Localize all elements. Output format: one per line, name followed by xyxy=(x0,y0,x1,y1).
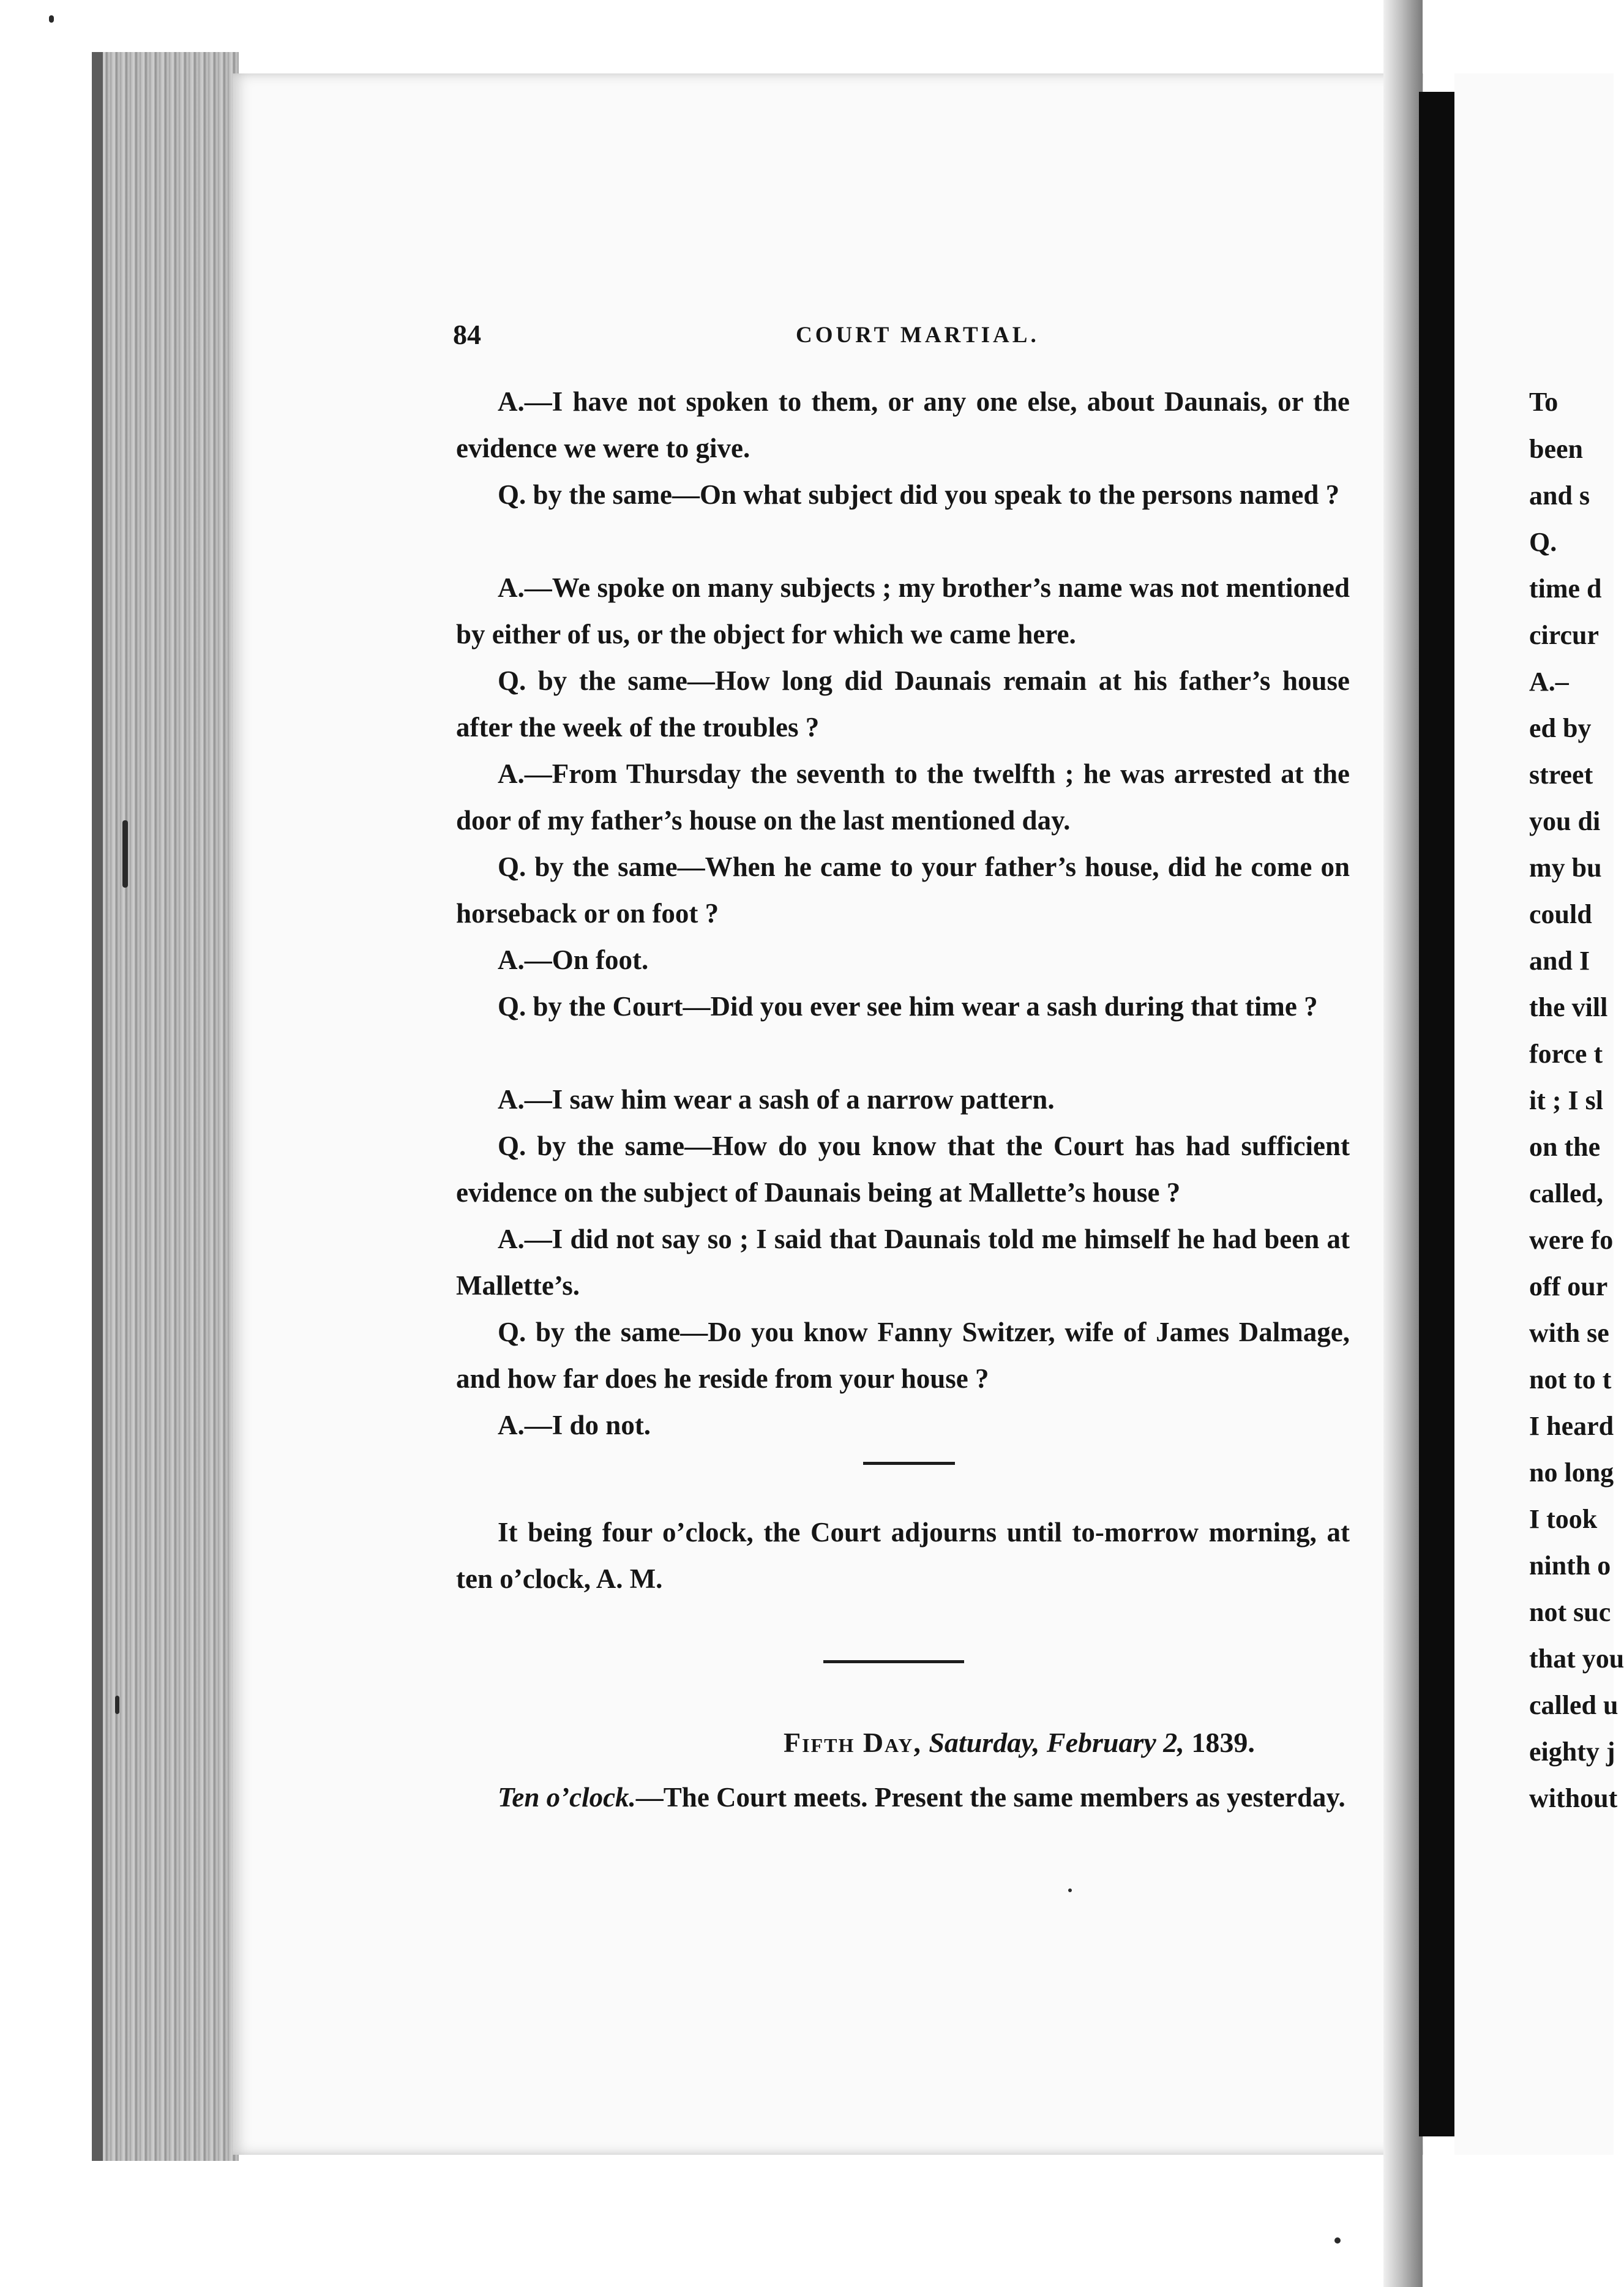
day-heading xyxy=(784,1726,1255,1759)
page-edge-shadow xyxy=(92,52,103,2161)
right-page-fragment: that you xyxy=(1529,1644,1624,1674)
right-page-fragment: it ; I sl xyxy=(1529,1085,1603,1115)
right-page-fragment: not suc xyxy=(1529,1597,1611,1627)
weekday-label: Saturday, xyxy=(929,1727,1040,1758)
right-page-fragment: and s xyxy=(1529,481,1590,511)
ink-mark xyxy=(115,1696,119,1714)
right-page-fragment: I heard xyxy=(1529,1411,1614,1441)
right-page-fragment: could xyxy=(1529,899,1592,929)
testimony-paragraph: A.—I do not. xyxy=(498,1410,651,1440)
page-edges xyxy=(92,52,239,2161)
right-page-fragment: Q. xyxy=(1529,527,1557,557)
session-text: —The Court meets. Present the same members as yesterday. xyxy=(635,1782,1345,1813)
right-page-fragment: been xyxy=(1529,434,1583,464)
testimony-paragraph: A.—I have not spoken to them, or any one else, about Daunais, or the evidence we were to give. xyxy=(456,386,1350,463)
right-page-fragment: force t xyxy=(1529,1039,1603,1069)
page-number: 84 xyxy=(453,319,481,350)
testimony-paragraph: A.—I did not say so ; I said that Daunais told me himself he had been at Mallette’s. xyxy=(456,1224,1350,1301)
date-label: February 2, xyxy=(1046,1727,1184,1758)
right-page-fragment: eighty j xyxy=(1529,1737,1615,1767)
right-page-fragment: ninth o xyxy=(1529,1551,1611,1581)
gutter-shadow xyxy=(1383,0,1423,2287)
ink-mark xyxy=(1334,2237,1341,2244)
ink-mark xyxy=(49,15,54,23)
ink-mark xyxy=(1068,1888,1072,1892)
right-page-fragment: you di xyxy=(1529,806,1601,836)
testimony-paragraph: A.—From Thursday the seventh to the twelfth ; he was arrested at the door of my father’s house on the last mentioned day. xyxy=(456,758,1350,836)
adjournment-paragraph: It being four o’clock, the Court adjourns until to-morrow morning, at ten o’clock, A. M. xyxy=(456,1517,1350,1594)
running-header xyxy=(453,318,1353,361)
testimony-paragraph: Q. by the same—On what subject did you speak to the persons named ? xyxy=(498,479,1340,510)
day-label: Fifth Day, xyxy=(784,1727,922,1758)
right-page-fragment: time d xyxy=(1529,574,1602,604)
testimony-paragraph: A.—We spoke on many subjects ; my brother’s name was not mentioned by either of us, or the object for which we came here. xyxy=(456,572,1350,649)
right-page-fragment: and I xyxy=(1529,946,1590,976)
right-page-fragment: A.– xyxy=(1529,667,1569,697)
ink-mark xyxy=(122,820,128,888)
right-page-fragment: circur xyxy=(1529,620,1600,650)
testimony-paragraph: Q. by the Court—Did you ever see him wear a sash during that time ? xyxy=(498,991,1318,1022)
book-spine xyxy=(1419,92,1454,2136)
right-page-fragment: street xyxy=(1529,760,1593,790)
session-time: Ten o’clock. xyxy=(498,1782,636,1813)
right-page-fragment: on the xyxy=(1529,1132,1601,1162)
right-page-fragment: not to t xyxy=(1529,1364,1612,1394)
year-label: 1839. xyxy=(1191,1727,1255,1758)
right-page-fragment: ed by xyxy=(1529,713,1592,743)
running-title: COURT MARTIAL. xyxy=(796,323,1039,348)
testimony-paragraph: Q. by the same—When he came to your father’s house, did he come on horseback or on foot ? xyxy=(456,852,1350,929)
testimony-paragraph: A.—I saw him wear a sash of a narrow pattern. xyxy=(498,1084,1055,1115)
testimony-paragraph: Q. by the same—How long did Daunais remain at his father’s house after the week of the troubles ? xyxy=(456,665,1350,743)
right-page-fragment: To xyxy=(1529,387,1559,417)
session-paragraph xyxy=(456,1774,1350,1821)
right-page-fragment: my bu xyxy=(1529,853,1602,883)
right-page-fragment: were fo xyxy=(1529,1225,1614,1255)
section-rule xyxy=(823,1660,964,1663)
right-page-fragment: called u xyxy=(1529,1690,1618,1720)
right-page-fragment: the vill xyxy=(1529,992,1608,1022)
section-rule xyxy=(863,1462,955,1465)
testimony-paragraph: Q. by the same—Do you know Fanny Switzer, wife of James Dalmage, and how far does he reside from your house ? xyxy=(456,1317,1350,1394)
right-page-fragment: no long xyxy=(1529,1458,1614,1488)
testimony-paragraph: Q. by the same—How do you know that the Court has had sufficient evidence on the subject of Daunais being at Mallette’s house ? xyxy=(456,1131,1350,1208)
testimony-paragraph: A.—On foot. xyxy=(498,945,649,975)
right-page-fragment: without xyxy=(1529,1783,1618,1813)
right-page-fragment: I took xyxy=(1529,1504,1598,1534)
right-page-fragment: with se xyxy=(1529,1318,1609,1348)
right-page-fragment: called, xyxy=(1529,1178,1603,1208)
right-page-fragment: off our xyxy=(1529,1271,1608,1301)
